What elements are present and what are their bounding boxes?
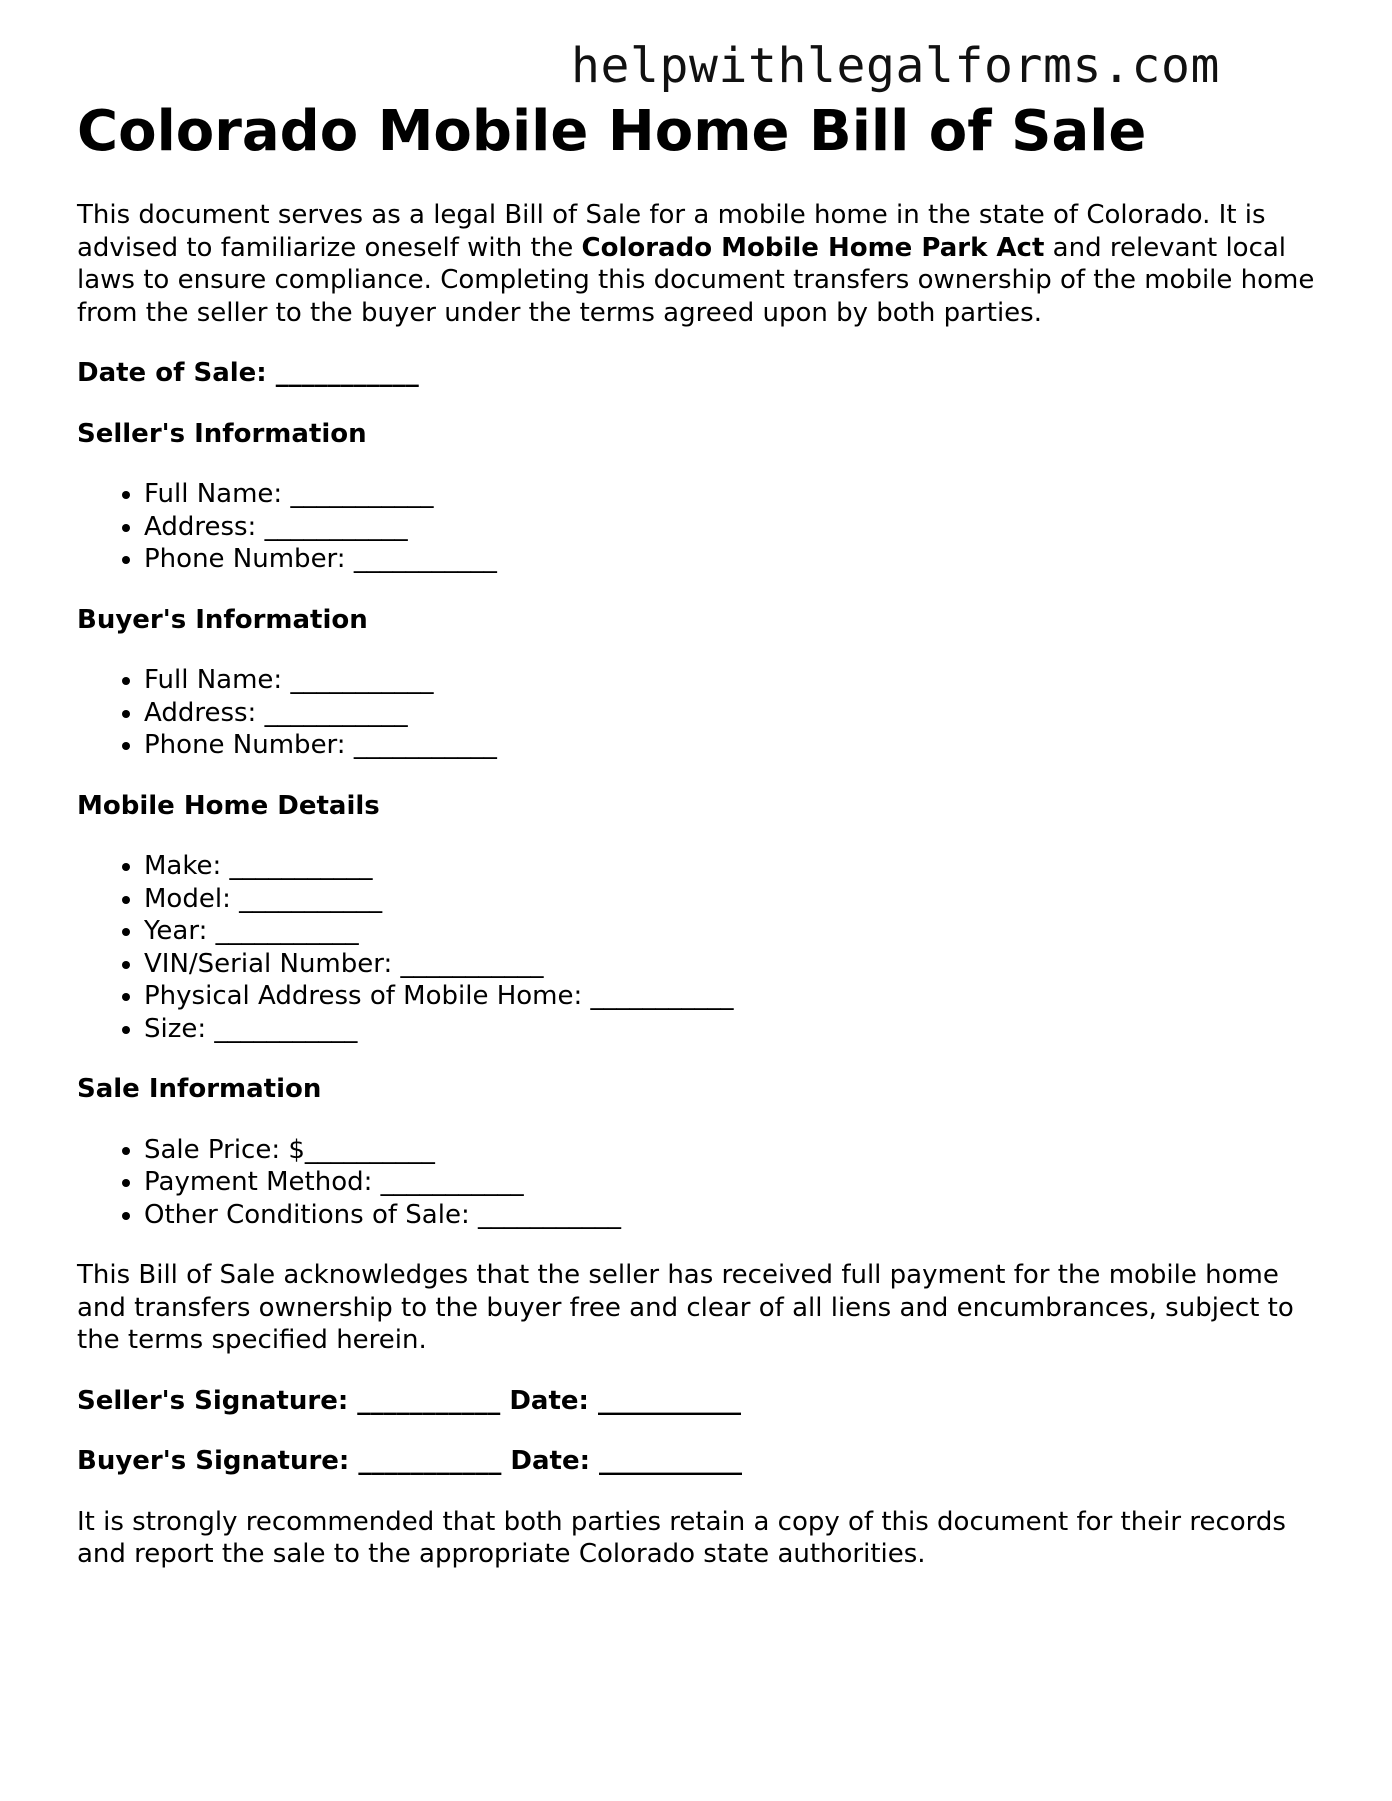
site-watermark: helpwithlegalforms.com (571, 38, 1220, 94)
home-details-list (77, 850, 1327, 1045)
home-make-field[interactable]: • Make: ___________ (144, 850, 1327, 883)
other-conditions-field[interactable]: • Other Conditions of Sale: ___________ (144, 1199, 1327, 1232)
home-address-field[interactable]: • Physical Address of Mobile Home: ___________ (144, 980, 1327, 1013)
seller-info-list (77, 478, 1327, 576)
buyer-full-name-field[interactable]: • Full Name: ___________ (144, 664, 1327, 697)
buyer-address-field[interactable]: • Address: ___________ (144, 697, 1327, 730)
seller-full-name-field[interactable]: • Full Name: ___________ (144, 478, 1327, 511)
document-body (77, 97, 1327, 1571)
sale-info-heading: Sale Information (77, 1074, 322, 1104)
acknowledgment-paragraph: This Bill of Sale acknowledges that the seller has received full payment for the mobile home and transfers ownership to the buyer free and clear of all liens and encumbrances, subject to the terms specified herein. (77, 1260, 1294, 1355)
intro-paragraph: This document serves as a legal Bill of Sale for a mobile home in the state of Colorado. It is advised to familiarize oneself with the Colorado Mobile Home Park Act and relevant local laws to ensure compliance. Completing this document transfers ownership of the mobile home from the seller to the buyer under the terms agreed upon by both parties. (77, 200, 1315, 328)
home-details-heading: Mobile Home Details (77, 790, 380, 821)
sale-price-field[interactable]: • Sale Price: $__________ (144, 1134, 1327, 1167)
seller-signature-line[interactable]: Seller's Signature: ___________ Date: ___________ (77, 1385, 741, 1416)
seller-info-heading: Seller's Information (77, 418, 367, 449)
page-title: Colorado Mobile Home Bill of Sale (77, 99, 1147, 164)
payment-method-field[interactable]: • Payment Method: ___________ (144, 1166, 1327, 1199)
buyer-signature-line[interactable]: Buyer's Signature: ___________ Date: ___________ (77, 1446, 743, 1476)
seller-phone-field[interactable]: • Phone Number: ___________ (144, 543, 1327, 576)
date-of-sale-field[interactable]: Date of Sale: ___________ (77, 358, 419, 388)
recommendation-paragraph: It is strongly recommended that both parties retain a copy of this document for their records and report the sale to the appropriate Colorado state authorities. (77, 1506, 1286, 1569)
buyer-info-heading: Buyer's Information (77, 604, 368, 635)
home-size-field[interactable]: • Size: ___________ (144, 1013, 1327, 1046)
buyer-phone-field[interactable]: • Phone Number: ___________ (144, 729, 1327, 762)
home-year-field[interactable]: • Year: ___________ (144, 915, 1327, 948)
home-model-field[interactable]: • Model: ___________ (144, 883, 1327, 916)
buyer-info-list (77, 664, 1327, 762)
act-reference: Colorado Mobile Home Park Act (581, 232, 1045, 263)
sale-info-list (77, 1134, 1327, 1232)
seller-address-field[interactable]: • Address: ___________ (144, 511, 1327, 544)
home-vin-field[interactable]: • VIN/Serial Number: ___________ (144, 948, 1327, 981)
